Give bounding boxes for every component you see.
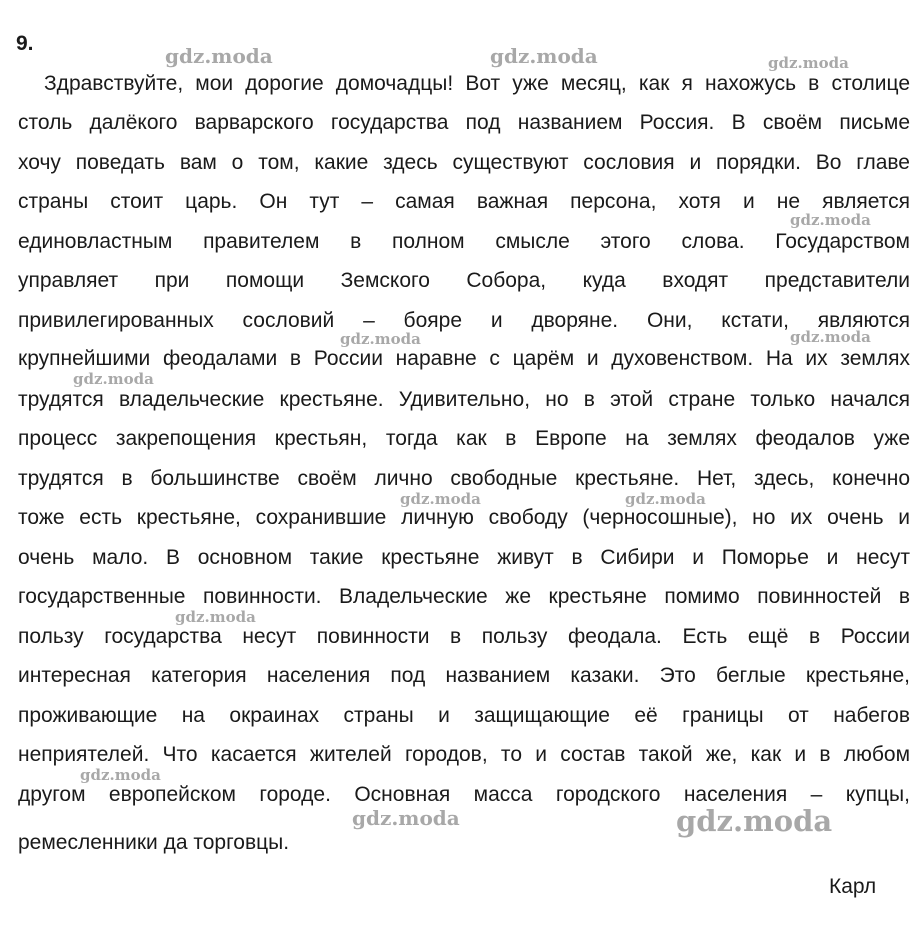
letter-line: неприятелей. Что касается жителей городов, то и состав такой же, как и в любом — [18, 743, 910, 766]
letter-line: Здравствуйте, мои дорогие домочадцы! Вот уже месяц, как я нахожусь в столице — [44, 72, 910, 95]
watermark: gdz.moda — [790, 211, 871, 229]
watermark: gdz.moda — [165, 44, 273, 68]
letter-line: управляет при помощи Земского Собора, куда входят представители — [18, 269, 910, 292]
signature: Карл — [829, 875, 877, 898]
watermark: gdz.moda — [676, 804, 833, 838]
letter-line: пользу государства несут повинности в пользу феодала. Есть ещё в России — [18, 625, 910, 648]
watermark: gdz.moda — [400, 490, 481, 508]
watermark: gdz.moda — [768, 54, 849, 72]
watermark: gdz.moda — [73, 370, 154, 388]
letter-line: хочу поведать вам о том, какие здесь существуют сословия и порядки. Во главе — [18, 151, 910, 174]
task-number: 9. — [16, 32, 34, 55]
letter-line: процесс закрепощения крестьян, тогда как в Европе на землях феодалов уже — [18, 427, 910, 450]
watermark: gdz.moda — [80, 766, 161, 784]
watermark: gdz.moda — [790, 328, 871, 346]
letter-line: привилегированных сословий – бояре и дворяне. Они, кстати, являются — [18, 309, 910, 332]
watermark: gdz.moda — [625, 490, 706, 508]
watermark: gdz.moda — [490, 44, 598, 68]
watermark: gdz.moda — [352, 806, 460, 830]
letter-line: очень мало. В основном такие крестьяне живут в Сибири и Поморье и несут — [18, 546, 910, 569]
letter-line: другом европейском городе. Основная масса городского населения – купцы, — [18, 783, 910, 806]
letter-line: страны стоит царь. Он тут – самая важная персона, хотя и не является — [18, 190, 910, 213]
letter-line: трудятся в большинстве своём лично свободные крестьяне. Нет, здесь, конечно — [18, 467, 910, 490]
letter-line: крупнейшими феодалами в России наравне с царём и духовенством. На их землях — [18, 347, 910, 370]
letter-line: интересная категория населения под названием казаки. Это беглые крестьяне, — [18, 664, 910, 687]
letter-line: государственные повинности. Владельческие же крестьяне помимо повинностей в — [18, 585, 910, 608]
letter-line: ремесленники да торговцы. — [18, 831, 290, 854]
letter-line: тоже есть крестьяне, сохранившие личную свободу (черносошные), но их очень и — [18, 506, 910, 529]
watermark: gdz.moda — [340, 330, 421, 348]
letter-line: проживающие на окраинах страны и защищающие её границы от набегов — [18, 704, 910, 727]
watermark: gdz.moda — [175, 608, 256, 626]
letter-line: единовластным правителем в полном смысле этого слова. Государством — [18, 230, 910, 253]
letter-line: столь далёкого варварского государства под названием Россия. В своём письме — [18, 111, 910, 134]
letter-line: трудятся владельческие крестьяне. Удивительно, но в этой стране только начался — [18, 388, 910, 411]
